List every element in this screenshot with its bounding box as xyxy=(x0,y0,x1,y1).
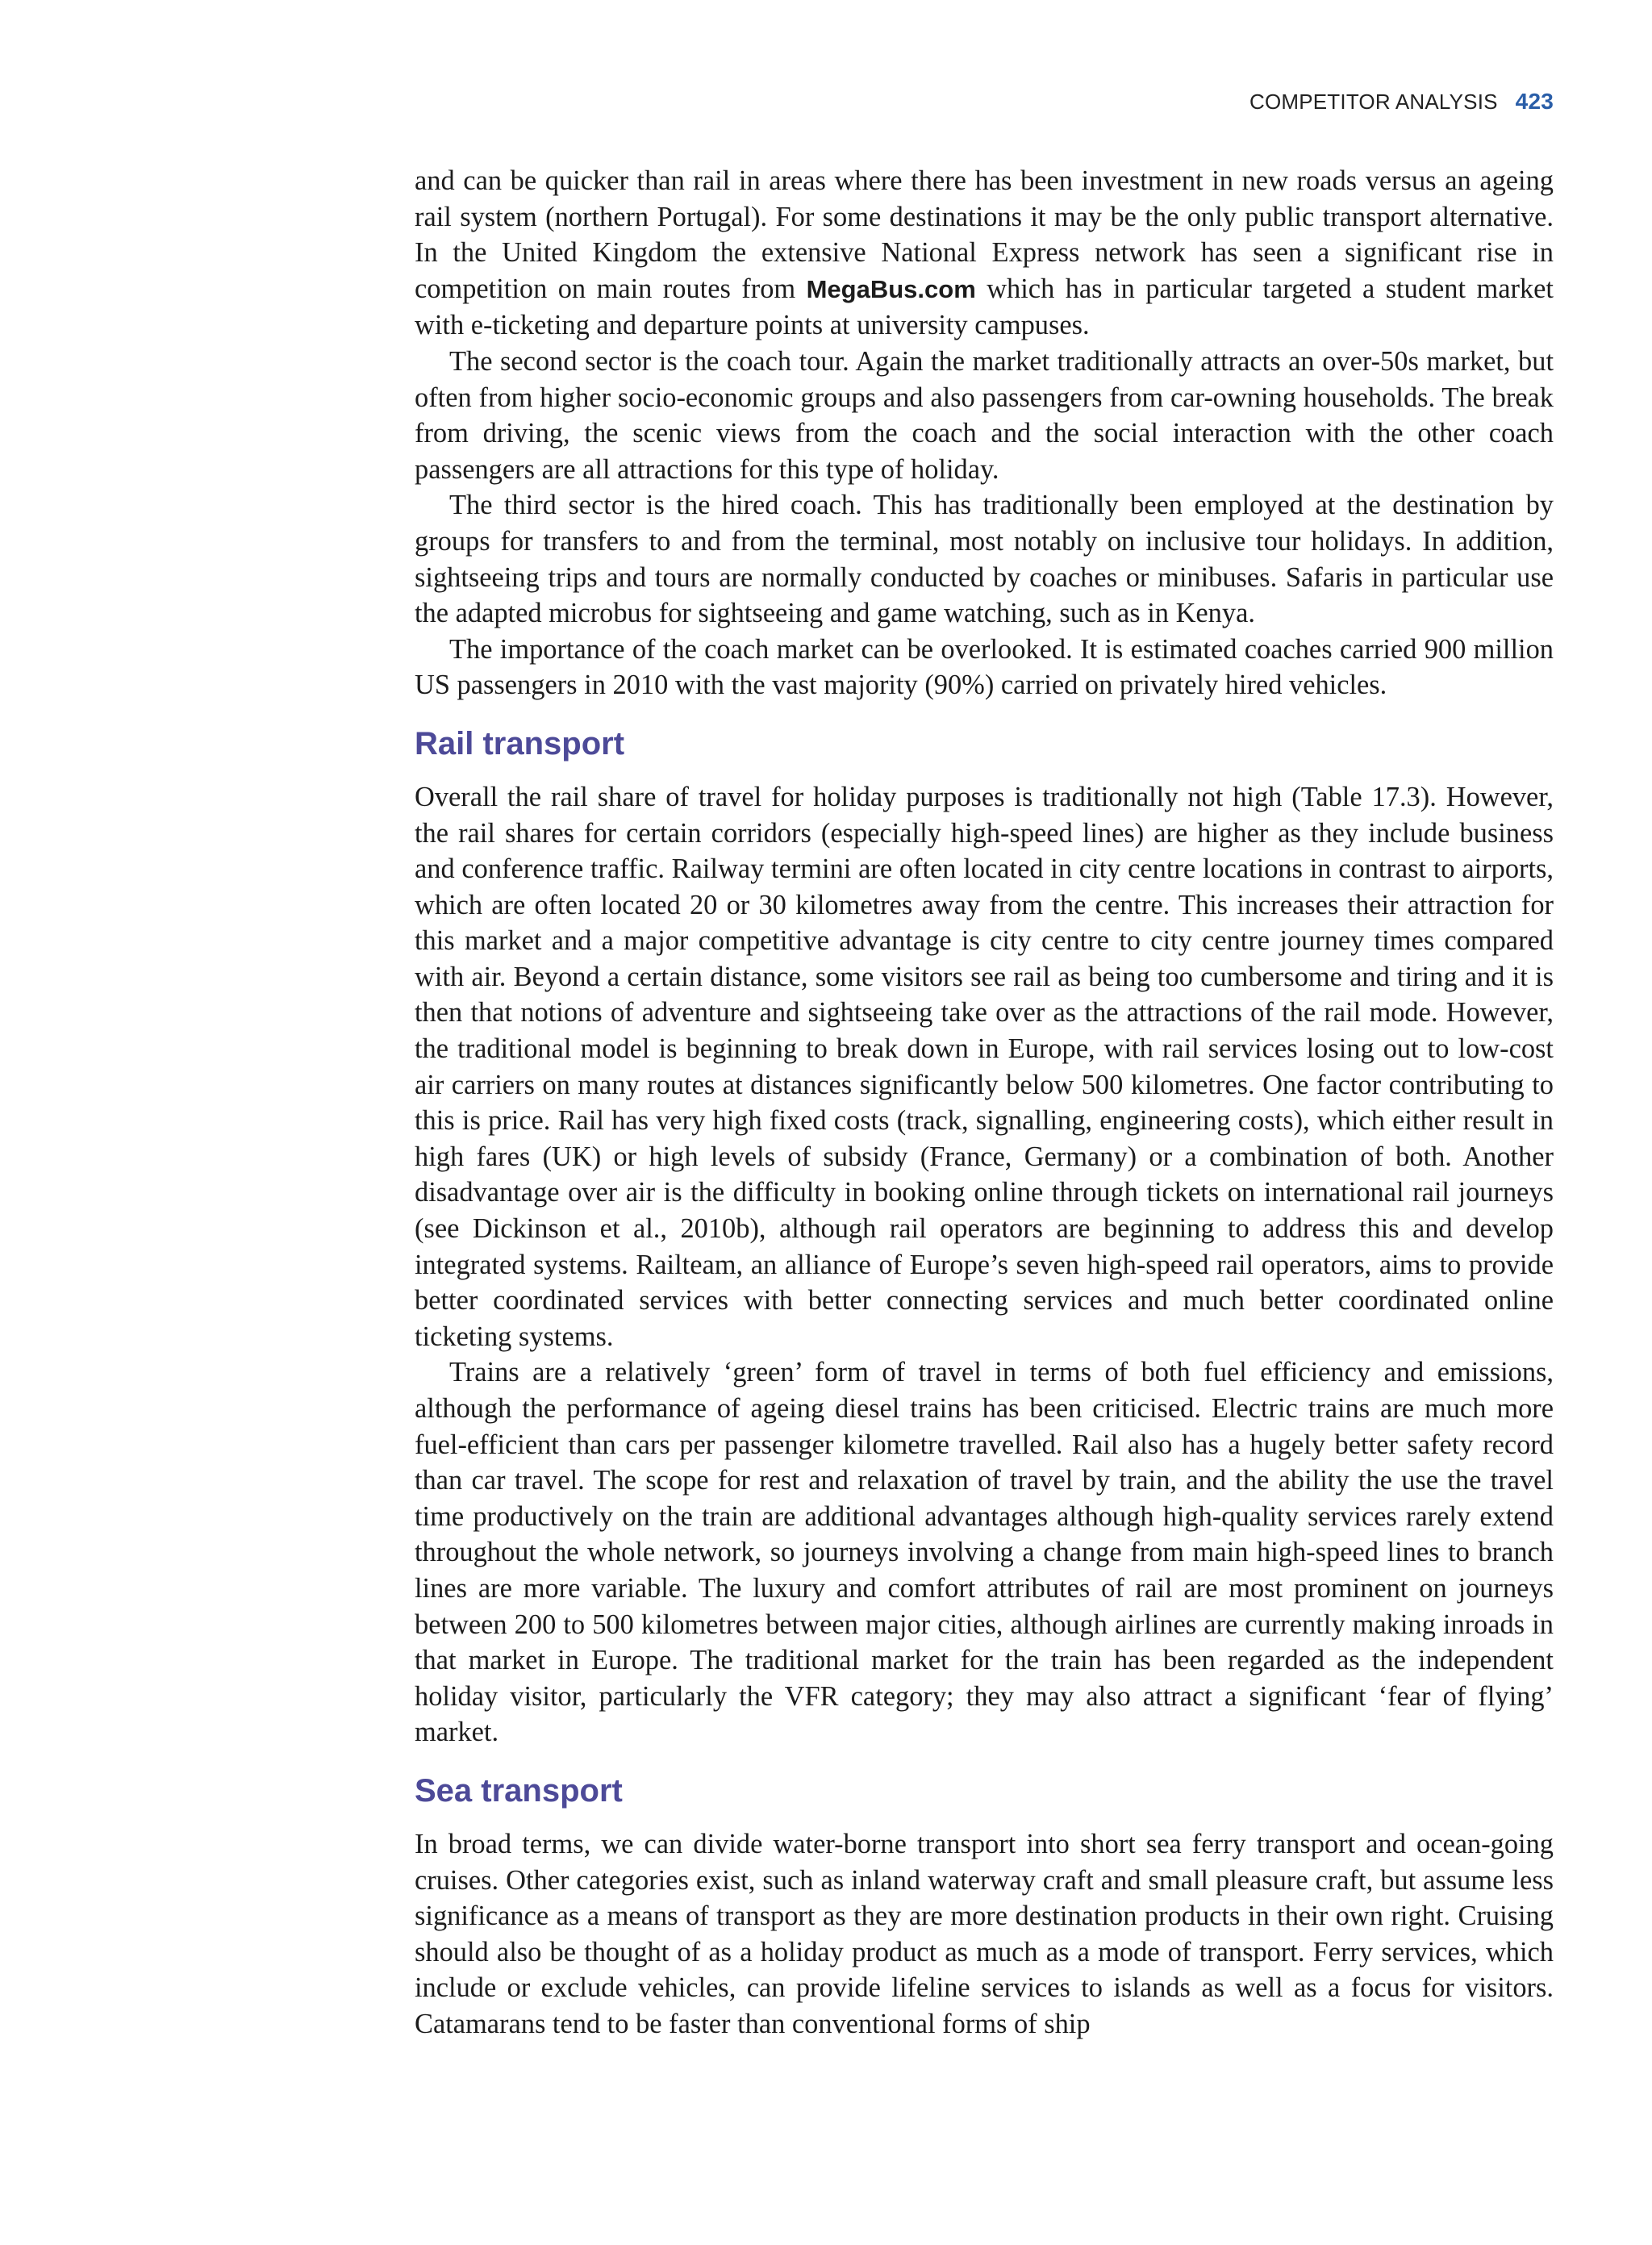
coach-paragraph-4: The importance of the coach market can be overlooked. It is estimated coaches carried 900 million US passengers in 2010 with the vast majority (90%) carried on privately hired vehicles. xyxy=(415,633,1554,701)
rail-paragraph-1: Overall the rail share of travel for holiday purposes is traditionally not high (Table 17.3). However, the rail shares for certain corridors (especially high-speed lines) are higher as they include business and conference traffic. Railway termini are often located in city centre locations in contrast to airports, which are often located 20 or 30 kilometres away from the centre. This increases their attraction for this market and a major competitive advantage is city centre to city centre journey times compared with air. Beyond a certain distance, some visitors see rail as being too cumbersome and tiring and it is then that notions of adventure and sightseeing take over as the attractions of the rail mode. However, the traditional model is beginning to break down in Europe, with rail services losing out to low-cost air carriers on many routes at distances significantly below 500 kilometres. One factor contributing to this is price. Rail has very high fixed costs (track, signalling, engineering costs), which either result in high fares (UK) or high levels of subsidy (France, Germany) or a combination of both. Another disadvantage over air is the difficulty in booking online through tickets on international rail journeys (see Dickinson et al., 2010b), although rail operators are beginning to address this and develop integrated systems. Railteam, an alliance of Europe’s seven high-speed rail operators, aims to provide better coordinated services with better connecting services and much better coordinated online ticketing systems. xyxy=(415,781,1554,1352)
sea-paragraph-1: In broad terms, we can divide water-borne transport into short sea ferry transport and ocean-going cruises. Other categories exist, such as inland waterway craft and small pleasure craft, but assume less significance as a means of transport as they are more destination products in their own right. Cruising should also be thought of as a holiday product as much as a mode of transport. Ferry services, which include or exclude vehicles, can provide lifeline services to islands as well as a focus for visitors. Catamarans tend to be faster than conventional forms of ship xyxy=(415,1828,1554,2039)
coach-paragraph-1-text-b: which has in particular targeted a student market with e-ticketing and departure points at university campuses. xyxy=(415,273,1554,341)
coach-paragraph-2: The second sector is the coach tour. Again the market traditionally attracts an over-50s market, but often from higher socio-economic groups and also passengers from car-owning households. The break from driving, the scenic views from the coach and the social interaction with the other coach passengers are all attractions for this type of holiday. xyxy=(415,345,1554,485)
sea-transport-heading: Sea transport xyxy=(415,1772,623,1809)
coach-paragraph-1-text-a: and can be quicker than rail in areas where there has been investment in new roads versus an ageing rail system (northern Portugal). For some destinations it may be the only public transport alternative. In the United Kingdom the extensive National Express network has seen a significant rise in competition on main routes from xyxy=(415,165,1554,304)
megabus-brand-name: MegaBus.com xyxy=(806,274,976,303)
rail-transport-heading: Rail transport xyxy=(415,725,625,762)
body-text xyxy=(415,163,1554,2043)
coach-paragraph-3: The third sector is the hired coach. This has traditionally been employed at the destination by groups for transfers to and from the terminal, most notably on inclusive tour holidays. In addition, sightseeing trips and tours are normally conducted by coaches or minibuses. Safaris in particular use the adapted microbus for sightseeing and game watching, such as in Kenya. xyxy=(415,490,1554,629)
rail-paragraph-2: Trains are a relatively ‘green’ form of travel in terms of both fuel efficiency and emissions, although the performance of ageing diesel trains has been criticised. Electric trains are much more fuel-efficient than cars per passenger kilometre travelled. Rail also has a hugely better safety record than car travel. The scope for rest and relaxation of travel by train, and the ability the use the travel time productively on the train are additional advantages although high-quality services rarely extend throughout the whole network, so journeys involving a change from main high-speed lines to branch lines are more variable. The luxury and comfort attributes of rail are most prominent on journeys between 200 to 500 kilometres between major cities, although airlines are currently making inroads in that market in Europe. The traditional market for the train has been regarded as the independent holiday visitor, particularly the VFR category; they may also attract a significant ‘fear of flying’ market. xyxy=(415,1357,1554,1748)
running-head xyxy=(1249,89,1554,115)
page-number: 423 xyxy=(1515,89,1554,114)
running-head-section-title: COMPETITOR ANALYSIS xyxy=(1249,90,1498,114)
coach-paragraph-1 xyxy=(415,163,1554,344)
